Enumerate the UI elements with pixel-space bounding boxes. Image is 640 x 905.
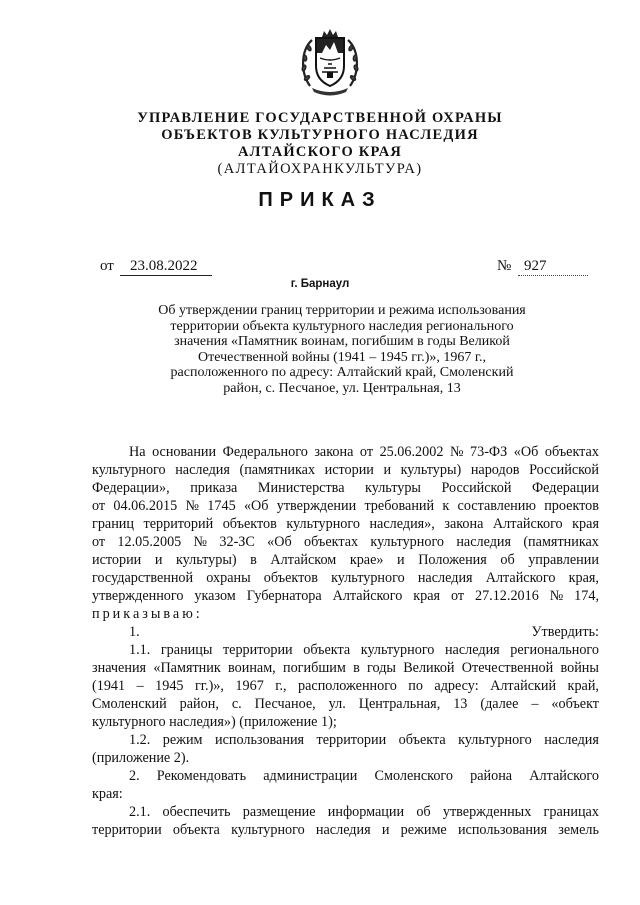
- body-line: [92, 551, 599, 569]
- body-word: приказа: [190, 480, 238, 496]
- body-word: расположенного: [298, 678, 397, 694]
- organization-name-line-2: ОБЪЕКТОВ КУЛЬТУРНОГО НАСЛЕДИЯ: [161, 127, 479, 143]
- body-line: [92, 749, 599, 767]
- subject-line: расположенного по адресу: Алтайский край, Смоленский: [170, 365, 514, 380]
- body-word: Великой: [403, 660, 455, 676]
- body-word: культурного: [231, 822, 305, 838]
- body-word: ул.: [328, 696, 346, 712]
- body-word: «Об: [267, 534, 292, 550]
- body-line: [92, 713, 599, 731]
- body-line: [92, 677, 599, 695]
- body-word: Российской: [529, 462, 599, 478]
- body-word: культурного: [458, 732, 532, 748]
- body-word: администрации: [263, 768, 358, 784]
- subject-line: Отечественной войны (1941 – 1945 гг.)», 1967 г.,: [197, 349, 487, 365]
- subject-line: район, с. Песчаное, ул. Центральная, 13: [223, 380, 461, 396]
- body-word: 04.06.2015: [113, 498, 178, 514]
- body-line: [92, 497, 599, 515]
- body-word: режиме: [400, 822, 447, 838]
- body-word: объектах: [304, 534, 359, 550]
- body-word: наследия»,: [369, 516, 435, 532]
- body-word: использования: [457, 822, 548, 838]
- body-word: район,: [179, 696, 219, 712]
- body-word: района: [470, 768, 513, 784]
- body-word: составлению: [457, 498, 536, 514]
- body-word: требований: [364, 498, 435, 514]
- body-word: Российской: [441, 480, 512, 496]
- body-word: №: [449, 444, 464, 460]
- body-word: края: [413, 588, 441, 604]
- body-word: от: [450, 588, 465, 604]
- body-word: утвержденного: [92, 588, 184, 604]
- body-word: 174,: [574, 588, 599, 604]
- body-word: к: [442, 498, 450, 514]
- order-subject: [130, 303, 554, 396]
- body-word: утвержденных: [442, 804, 532, 820]
- body-word: Смоленского: [374, 768, 453, 784]
- body-word: наследия: [444, 642, 500, 658]
- body-word: –: [531, 696, 539, 712]
- body-word: культурного: [331, 570, 405, 586]
- body-word: управлении: [528, 552, 599, 568]
- body-word: охраны: [206, 570, 251, 586]
- body-word: 2.1.: [129, 804, 151, 820]
- body-word: значения: [92, 660, 147, 676]
- document-type-title: ПРИКАЗ: [258, 189, 382, 211]
- body-line: [92, 659, 599, 677]
- body-word: культурного: [370, 534, 445, 550]
- body-word: Федерального: [222, 444, 308, 460]
- body-word: закона: [444, 516, 484, 532]
- body-word: в: [353, 660, 360, 676]
- body-word: от: [92, 498, 106, 514]
- body-word: «Об: [243, 498, 269, 514]
- body-word: наследия: [456, 534, 512, 550]
- body-line: [92, 569, 599, 587]
- body-word: Федерации»,: [92, 480, 170, 496]
- body-word: Рекомендовать: [156, 768, 247, 784]
- body-word: «Об: [513, 444, 539, 460]
- body-word: войны: [560, 660, 599, 676]
- body-word: культуры: [365, 480, 421, 496]
- body-word: с.: [231, 696, 242, 712]
- body-line: [92, 803, 599, 821]
- body-word: обеспечить: [162, 804, 231, 820]
- body-word: объектов: [222, 516, 277, 532]
- body-word: погибшим: [283, 660, 346, 676]
- body-word: наследия»): [169, 714, 240, 730]
- body-word: 2).: [173, 750, 190, 766]
- body-line: [92, 767, 599, 785]
- body-word: границы: [160, 642, 213, 658]
- body-word: 25.06.2002: [379, 444, 444, 460]
- body-word: 32-ЗС: [219, 534, 255, 550]
- body-word: 2.: [129, 768, 140, 784]
- body-word: 13: [453, 696, 468, 712]
- body-word: об: [500, 552, 515, 568]
- body-word: Министерства: [257, 480, 345, 496]
- body-word: Центральная,: [358, 696, 441, 712]
- body-word: края:: [92, 786, 123, 802]
- body-word: объекта: [303, 642, 351, 658]
- body-word: –: [136, 678, 144, 694]
- body-word: в: [250, 552, 257, 568]
- body-word: объекта: [398, 732, 446, 748]
- body-word: и: [397, 552, 405, 568]
- body-word: Утвердить:: [531, 624, 599, 640]
- body-line: [92, 695, 599, 713]
- body-word: народов: [470, 462, 520, 478]
- body-word: территорий: [143, 516, 214, 532]
- body-word: адресу:: [434, 678, 479, 694]
- body-word: (приложение: [239, 714, 322, 730]
- body-line: [92, 533, 599, 551]
- city: г. Барнаул: [290, 278, 350, 290]
- body-word: (памятниках: [239, 462, 316, 478]
- body-word: культуры): [400, 462, 462, 478]
- body-word: Губернатора: [246, 588, 322, 604]
- body-word: культурного: [92, 714, 170, 730]
- body-word: от: [359, 444, 374, 460]
- body-word: На: [129, 444, 146, 460]
- body-word: Алтайского: [529, 768, 599, 784]
- body-line: [92, 587, 599, 605]
- body-word: 12.05.2005: [117, 534, 182, 550]
- body-word: культурного: [92, 462, 166, 478]
- body-word: территории: [222, 642, 293, 658]
- body-word: объектов: [263, 570, 318, 586]
- body-line: [92, 821, 599, 839]
- body-word: №: [549, 588, 564, 604]
- body-word: Алтайского: [485, 570, 556, 586]
- body-word: территории: [92, 822, 162, 838]
- body-line: [92, 623, 599, 641]
- body-word: края: [572, 516, 599, 532]
- body-word: (приложение: [92, 750, 174, 766]
- body-word: Положения: [418, 552, 487, 568]
- body-word: 73-ФЗ: [470, 444, 508, 460]
- body-word: (далее: [480, 696, 519, 712]
- body-word: режим: [162, 732, 203, 748]
- body-word: об: [416, 804, 431, 820]
- body-word: 1);: [321, 714, 337, 730]
- organization-abbreviation: (АЛТАЙОХРАНКУЛЬТУРА): [217, 161, 423, 177]
- body-word: и: [381, 822, 390, 838]
- order-body-text: [92, 443, 599, 839]
- body-word: объекта: [172, 822, 220, 838]
- body-word: Алтайского: [332, 588, 403, 604]
- body-word: гг.)»,: [194, 678, 224, 694]
- body-word: истории: [324, 462, 374, 478]
- body-word: Отечественной: [461, 660, 554, 676]
- body-word: и: [383, 462, 392, 478]
- body-word: культурного: [360, 642, 435, 658]
- body-word: воинам,: [228, 660, 276, 676]
- date-label: от: [100, 258, 114, 274]
- number-value: 927: [518, 258, 588, 276]
- body-word: от: [92, 534, 106, 550]
- body-word: №: [185, 498, 200, 514]
- subject-line: территории объекта культурного наследия регионального: [170, 318, 514, 334]
- body-word: Федерации: [531, 480, 599, 496]
- body-word: Алтайского: [492, 516, 563, 532]
- body-line: [92, 479, 599, 497]
- body-word: 1967: [235, 678, 264, 694]
- body-word: №: [193, 534, 208, 550]
- body-word: «Памятник: [153, 660, 221, 676]
- body-word: и: [154, 552, 163, 568]
- body-line: [92, 785, 599, 803]
- body-word: закона: [314, 444, 354, 460]
- body-word: границах: [543, 804, 599, 820]
- body-word: регионального: [510, 642, 599, 658]
- body-word: наследия: [417, 570, 473, 586]
- body-word: наследия: [544, 732, 599, 748]
- body-word: информации: [327, 804, 405, 820]
- body-word: Смоленский: [92, 696, 167, 712]
- body-word: Алтайском: [270, 552, 337, 568]
- body-word: г.,: [275, 678, 287, 694]
- body-word: 1.2.: [129, 732, 151, 748]
- body-line: [92, 443, 599, 461]
- body-word: основании: [152, 444, 217, 460]
- body-line: [92, 731, 599, 749]
- body-word: 1.1.: [129, 642, 151, 658]
- body-word: размещение: [242, 804, 316, 820]
- body-line: [92, 515, 599, 533]
- body-word: по: [408, 678, 423, 694]
- organization-name-line-1: УПРАВЛЕНИЕ ГОСУДАРСТВЕННОЙ ОХРАНЫ: [137, 110, 503, 126]
- body-word: 1.: [129, 624, 140, 640]
- body-word: годы: [367, 660, 396, 676]
- body-word: территории: [316, 732, 387, 748]
- coat-of-arms-emblem: [298, 28, 362, 100]
- body-word: объектах: [544, 444, 599, 460]
- number-label: №: [497, 258, 512, 274]
- body-word: наследия: [175, 462, 230, 478]
- body-word: края,: [568, 570, 599, 586]
- body-word: указом: [194, 588, 236, 604]
- body-word: крае»: [349, 552, 384, 568]
- body-word: использования: [214, 732, 305, 748]
- body-word: наследия: [315, 822, 371, 838]
- body-word: Алтайский: [490, 678, 557, 694]
- date-value: 23.08.2022: [120, 258, 212, 276]
- body-word: культуры): [175, 552, 237, 568]
- body-word: (1941: [92, 678, 126, 694]
- body-word: (памятниках: [523, 534, 599, 550]
- subject-line: значения «Памятник воинам, погибшим в годы Великой: [174, 334, 510, 349]
- body-word: границ: [92, 516, 134, 532]
- body-word: приказываю:: [92, 606, 203, 622]
- body-word: проектов: [544, 498, 599, 514]
- body-word: 1945: [155, 678, 184, 694]
- body-line: [92, 641, 599, 659]
- body-word: утверждении: [276, 498, 357, 514]
- body-word: 27.12.2016: [474, 588, 539, 604]
- body-word: 1745: [207, 498, 236, 514]
- body-word: государственной: [92, 570, 194, 586]
- body-word: культурного: [286, 516, 360, 532]
- organization-name-line-3: АЛТАЙСКОГО КРАЯ: [237, 144, 403, 160]
- body-word: край,: [567, 678, 599, 694]
- subject-line: Об утверждении границ территории и режима использования: [158, 303, 526, 318]
- body-line: [92, 461, 599, 479]
- body-word: истории: [92, 552, 142, 568]
- body-word: Песчаное,: [254, 696, 316, 712]
- body-line: [92, 605, 599, 623]
- body-word: земель: [558, 822, 599, 838]
- body-word: «объект: [551, 696, 599, 712]
